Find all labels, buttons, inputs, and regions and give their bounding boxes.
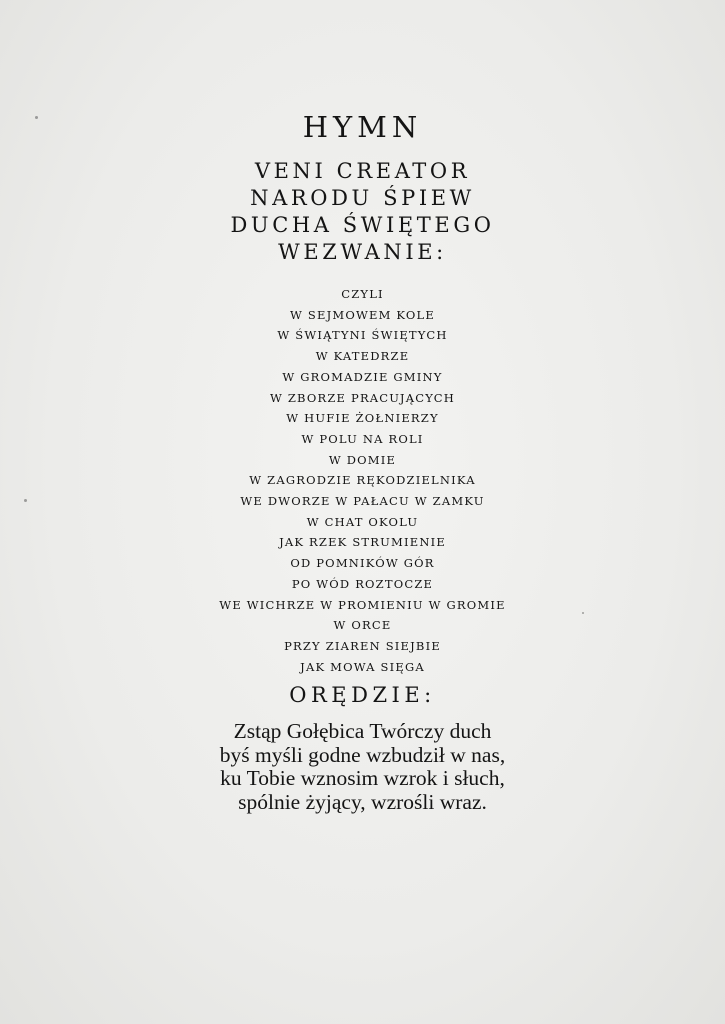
message-heading: ORĘDZIE: bbox=[289, 683, 436, 707]
litany bbox=[0, 284, 725, 677]
litany-line: W CHAT OKOLU bbox=[306, 514, 419, 529]
litany-line: CZYLI bbox=[341, 287, 384, 301]
subtitle-line: WEZWANIE: bbox=[278, 240, 447, 264]
litany-line: OD POMNIKÓW GÓR bbox=[290, 556, 435, 571]
litany-line: W POLU NA ROLI bbox=[301, 431, 424, 446]
litany-line: W GROMADZIE GMINY bbox=[282, 369, 443, 384]
subtitle-line: DUCHA ŚWIĘTEGO bbox=[230, 213, 495, 237]
litany-line: W KATEDRZE bbox=[315, 349, 410, 364]
verse-line: ku Tobie wznosim wzrok i słuch, bbox=[220, 766, 505, 790]
litany-line: W ORCE bbox=[333, 618, 392, 633]
litany-line: W ZBORZE PRACUJĄCYCH bbox=[269, 390, 456, 405]
verse bbox=[0, 720, 725, 814]
litany-line: JAK RZEK STRUMIENIE bbox=[279, 535, 446, 550]
litany-line: PRZY ZIAREN SIEJBIE bbox=[284, 638, 441, 653]
litany-line: W ŚWIĄTYNI ŚWIĘTYCH bbox=[277, 328, 448, 343]
litany-line: WE WICHRZE W PROMIENIU W GROMIE bbox=[219, 597, 506, 612]
litany-line: W SEJMOWEM KOLE bbox=[290, 307, 435, 322]
litany-line: JAK MOWA SIĘGA bbox=[300, 659, 425, 674]
litany-line: W DOMIE bbox=[328, 452, 397, 467]
litany-line: W ZAGRODZIE RĘKODZIELNIKA bbox=[249, 473, 476, 488]
verse-line: Zstąp Gołębica Twórczy duch bbox=[233, 719, 492, 743]
verse-line: spólnie żyjący, wzrośli wraz. bbox=[238, 789, 487, 814]
subtitle bbox=[0, 158, 725, 266]
verse-line: byś myśli godne wzbudził w nas, bbox=[219, 742, 506, 767]
hymn-title: HYMN bbox=[302, 110, 423, 144]
litany-line: WE DWORZE W PAŁACU W ZAMKU bbox=[240, 494, 485, 509]
subtitle-line: VENI CREATOR bbox=[254, 159, 471, 183]
subtitle-line: NARODU ŚPIEW bbox=[250, 186, 475, 210]
litany-line: PO WÓD ROZTOCZE bbox=[291, 576, 434, 591]
litany-line: W HUFIE ŻOŁNIERZY bbox=[286, 411, 439, 426]
